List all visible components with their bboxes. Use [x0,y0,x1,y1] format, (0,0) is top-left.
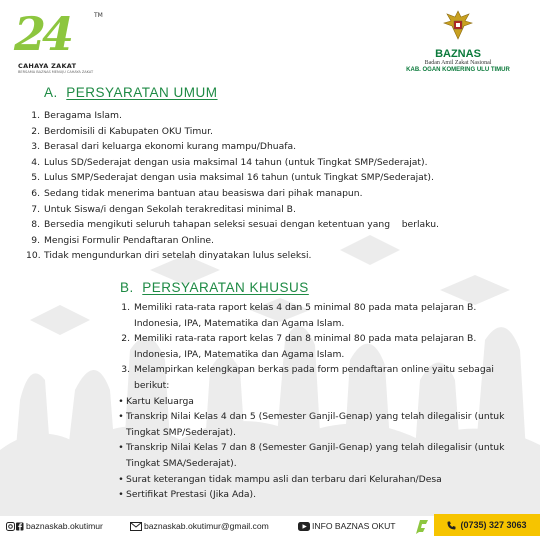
footer-social[interactable] [6,521,103,531]
list-item: 6. Sedang tidak menerima bantuan atau beasiswa dari pihak manapun. [31,187,363,199]
list-item: 9. Mengisi Formulir Pendaftaran Online. [31,234,214,246]
footer-youtube[interactable] [298,521,396,531]
mail-icon [130,522,142,531]
logo-number: 24 [14,7,71,61]
list-item: 2. Memiliki rata-rata raport kelas 7 dan 8 minimal 80 pada mata pelajaran B. Indonesia, IPA, Matematika dan Agama Islam. [121,333,477,360]
section-b-list [116,300,516,503]
footer-phone-number: (0735) 327 3063 [460,520,527,530]
list-item: 1. Beragama Islam. [31,110,122,121]
section-b-sublist [116,394,516,503]
list-item: 5. Lulus SMP/Sederajat dengan usia maksimal 16 tahun (untuk Tingkat SMP/Sederajat). [31,172,434,184]
sub-list-item: • Transkrip Nilai Kelas 7 dan 8 (Semester Ganjil-Genap) yang telah dilegalisir (untuk Tingkat SMA/Sederajat). [118,442,505,469]
institution-subtitle: Badan Amil Zakat Nasional [424,60,492,66]
list-item: 4. Lulus SD/Sederajat dengan usia maksimal 14 tahun (untuk Tingkat SMP/Sederajat). [31,156,428,168]
footer-email-address: baznaskab.okutimur@gmail.com [144,521,269,531]
logo-accent-icon [410,516,434,536]
sub-list-item: • Sertifikat Prestasi (Jika Ada). [118,489,257,501]
section-b-title: PERSYARATAN KHUSUS [142,280,309,295]
list-item: 1. Memiliki rata-rata raport kelas 4 dan 5 minimal 80 pada mata pelajaran B. Indonesia, IPA, Matematika dan Agama Islam. [121,302,477,329]
baznas-logo [388,8,528,78]
section-a-heading [44,85,218,100]
footer-phone[interactable] [434,514,540,536]
list-item: 7. Untuk Siswa/i dengan Sekolah terakreditasi minimal B. [31,203,296,215]
sub-list-item: • Kartu Keluarga [118,395,194,407]
youtube-icon [298,522,310,531]
institution-name: BAZNAS [435,48,481,60]
list-item: 2. Berdomisili di Kabupaten OKU Timur. [31,125,213,137]
cahaya-zakat-logo [14,8,104,74]
footer-social-handle: baznaskab.okutimur [26,521,103,531]
list-item: 8. Bersedia mengikuti seluruh tahapan seleksi sesuai dengan ketentuan yang berlaku. [31,219,439,231]
footer-email[interactable] [130,521,269,531]
footer-youtube-channel: INFO BAZNAS OKUT [312,521,396,531]
section-a-title: PERSYARATAN UMUM [66,85,218,100]
sub-list-item: • Transkrip Nilai Kelas 4 dan 5 (Semester Ganjil-Genap) yang telah dilegalisir (untuk Tingkat SMP/Sederajat). [118,411,505,438]
logo-tagline: CAHAYA ZAKAT [18,62,77,70]
garuda-emblem-icon [441,8,475,42]
institution-region: KAB. OGAN KOMERING ULU TIMUR [406,67,510,73]
section-a-list [26,108,526,264]
list-item: 3. Melampirkan kelengkapan berkas pada form pendaftaran online yaitu sebagai berikut: [121,364,494,391]
instagram-facebook-icon [6,522,24,531]
section-b-letter: B. [120,280,134,295]
list-item: 3. Berasal dari keluarga ekonomi kurang mampu/Dhuafa. [31,141,297,153]
logo-trademark: TM [94,12,103,19]
section-a-letter: A. [44,85,58,100]
sub-list-item: • Surat keterangan tidak mampu asli dan terbaru dari Kelurahan/Desa [118,473,442,485]
section-b-heading [120,280,309,295]
logo-subtext: BERSAMA BAZNAS MENUJU CAHAYA ZAKAT [18,70,94,74]
phone-icon [447,521,456,530]
list-item: 10. Tidak mengundurkan diri setelah dinyatakan lulus seleksi. [26,250,312,262]
